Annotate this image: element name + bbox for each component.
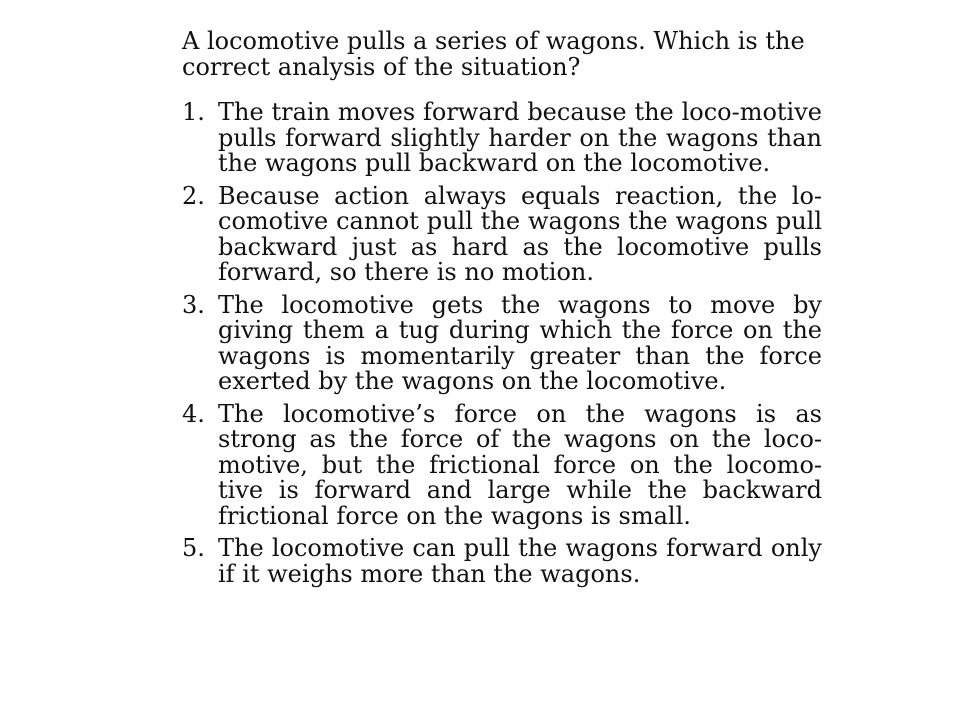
option-number: 2.	[182, 181, 205, 210]
option-text: The locomotive’s force on the wagons is as strong as the force of the wagons on the loco-motive, but the frictional force on the locomo-tive is forward and large while the backward frictional force on the wagons is small.	[218, 399, 822, 530]
answer-option-2	[182, 181, 822, 286]
question-page	[182, 28, 822, 594]
option-number: 1.	[182, 98, 205, 126]
option-text: The locomotive can pull the wagons forward only if it weighs more than the wagons.	[218, 534, 822, 588]
question-text: A locomotive pulls a series of wagons. Which is the correct analysis of the situation?	[182, 27, 805, 81]
option-number: 5.	[182, 534, 205, 562]
answer-option-3	[182, 290, 822, 395]
option-number: 4.	[182, 399, 205, 428]
option-number: 3.	[182, 290, 205, 319]
option-text: Because action always equals reaction, the lo-comotive cannot pull the wagons the wagons pull backward just as hard as the locomotive pulls forward, so there is no motion.	[218, 181, 822, 286]
answer-option-1	[182, 100, 822, 177]
answer-option-4	[182, 399, 822, 530]
answer-option-5	[182, 536, 822, 587]
option-text: The train moves forward because the loco-motive pulls forward slightly harder on the wagons than the wagons pull backward on the locomotive.	[218, 98, 822, 177]
option-text: The locomotive gets the wagons to move by giving them a tug during which the force on the wagons is momentarily greater than the force exerted by the wagons on the locomotive.	[218, 290, 822, 395]
